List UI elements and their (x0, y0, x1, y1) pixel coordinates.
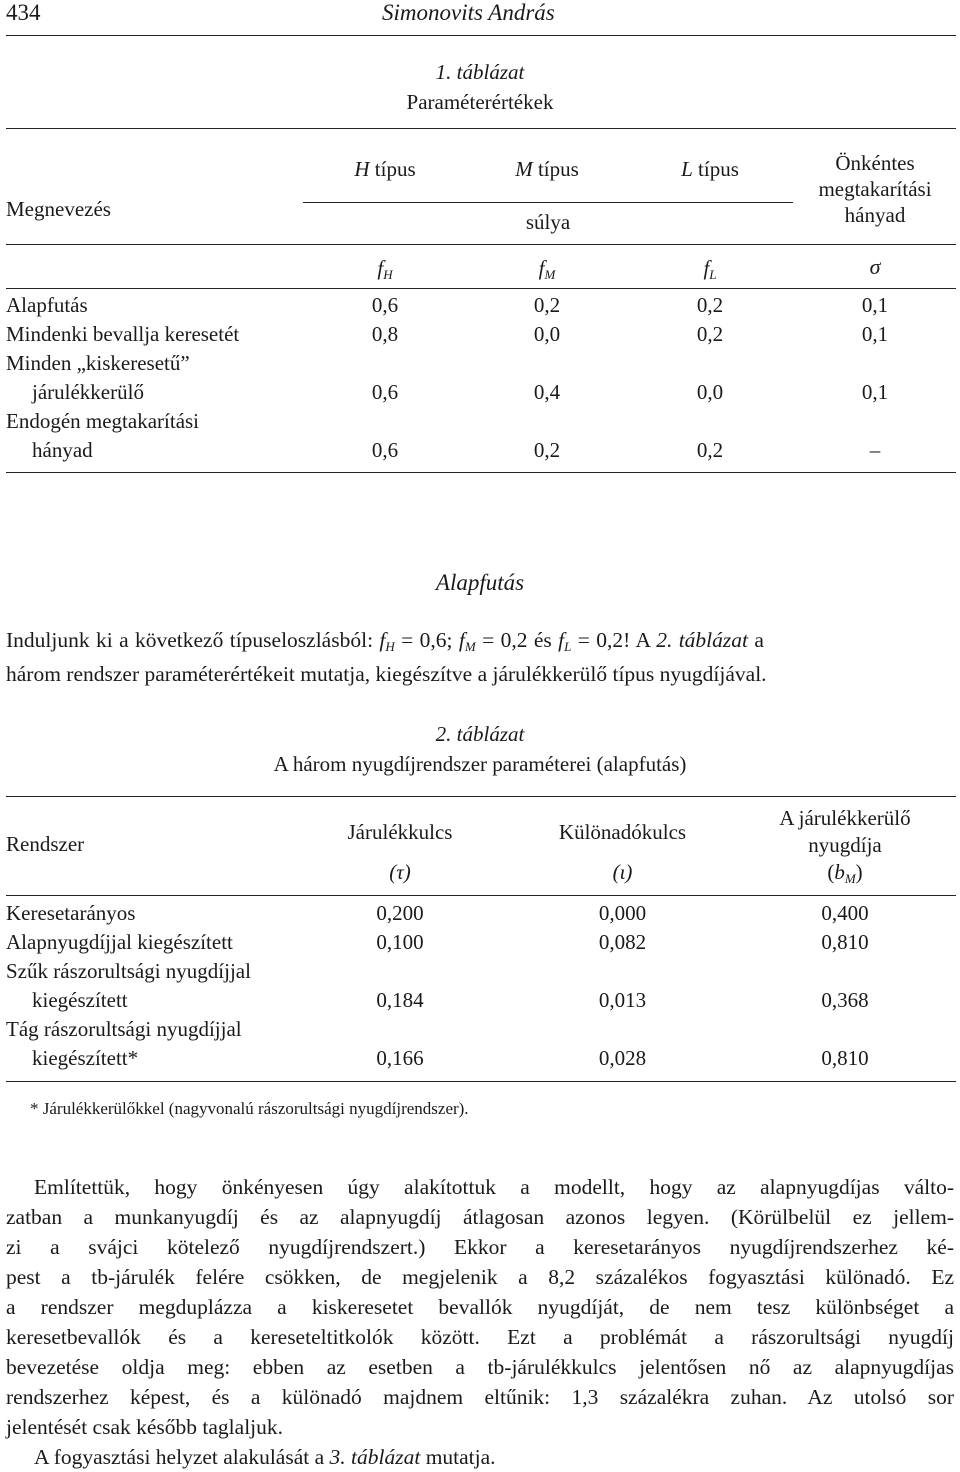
table1-title: Paraméterértékek (406, 90, 554, 114)
table2-header-rule (6, 895, 956, 896)
table1-cell-h: 0,8 (371, 322, 399, 346)
table2-col-iota: Különadókulcs (558, 820, 687, 844)
table1-col-m: M típus (515, 157, 579, 181)
table2-number: 2. táblázat (435, 722, 525, 746)
table1-col-h: H típus (354, 157, 416, 181)
table2-col-b-line2: nyugdíja (808, 833, 882, 857)
table2-col-b-line1: A járulékkerülő (779, 806, 911, 830)
table1-cell-m: 0,2 (533, 293, 561, 317)
table2-col-iota-symbol: (ι) (612, 860, 633, 884)
table2-cell-tau: 0,200 (376, 901, 424, 925)
paragraph-2-line: a rendszer megduplázza a kiskeresetet bevallók nyugdíját, de nem tesz különbséget a (6, 1295, 954, 1319)
table1-cell-sigma: 0,1 (861, 380, 889, 404)
paragraph-2-lines (6, 1172, 954, 1412)
paragraph-2-line: Említettük, hogy önkényesen úgy alakítottuk a modellt, hogy az alapnyugdíjas válto- (34, 1175, 954, 1199)
table1-row-name-cont: járulékkerülő (32, 380, 144, 404)
table1-row-name-cont: hányad (32, 438, 93, 462)
table1-row-name: Mindenki bevallja keresetét (6, 322, 240, 346)
table2-cell-b: 0,400 (821, 901, 869, 925)
table2-row-name: Keresetarányos (6, 901, 136, 925)
table1-col-sigma-line3: hányad (844, 203, 906, 227)
table1-bottom-rule (6, 472, 956, 473)
table1-cell-m: 0,0 (533, 322, 561, 346)
table1-cell-sigma: 0,1 (861, 293, 889, 317)
table1-cell-h: 0,6 (371, 293, 399, 317)
paragraph-2-line: bevezetése oldja meg: ebben az esetben a tb-járulékkulcs jelentősen nő az alapnyugdíjas (6, 1355, 954, 1379)
table2-cell-tau: 0,100 (376, 930, 424, 954)
table1-col-name: Megnevezés (6, 197, 111, 221)
table2-title: A három nyugdíjrendszer paraméterei (alapfutás) (273, 752, 687, 776)
table2-col-name: Rendszer (6, 832, 85, 856)
table1-col-sigma-line2: megtakarítási (818, 177, 932, 201)
table1-sym-h: $f_H$ (377, 256, 393, 282)
table1-sym-l: $f_L$ (703, 256, 717, 282)
table-reference: 2. táblázat (656, 628, 748, 652)
table1-number: 1. táblázat (435, 60, 525, 84)
paragraph-3: A fogyasztási helyzet alakulását a 3. táblázat mutatja. (34, 1445, 496, 1469)
paragraph-2 (6, 1172, 954, 1472)
paragraph-1-line1: Induljunk ki a következő típuseloszlásból: $f_H = 0,6$; $f_M = 0,2$ és $f_L = 0,2$! A 2. táblázat a (6, 628, 764, 654)
table2-col-tau-symbol: (τ) (389, 860, 411, 884)
paragraph-2-line: rendszerhez képest, és a különadó majdnem eltűnik: 1,3 százalékra zuhan. Az utolsó sor (6, 1385, 954, 1409)
table2-col-b-symbol: $(b_M)$ (827, 860, 863, 886)
table1-row-name: Minden „kiskeresetű” (6, 351, 190, 375)
table1-col-sigma-line1: Önkéntes (835, 151, 915, 175)
table1-sym-m: $f_M$ (538, 256, 556, 282)
table1-row-name: Alapfutás (6, 293, 88, 317)
table2-bottom-rule (6, 1081, 956, 1082)
table1-cell-sigma: 0,1 (861, 322, 889, 346)
table1-cell-m: 0,2 (533, 438, 561, 462)
paragraph-2-line: pest a tb-járulék felére csökken, de megjelenik a 8,2 százalékos fogyasztási különadó. Ez (6, 1265, 954, 1289)
table1-header-rule (6, 288, 956, 289)
table2-cell-iota: 0,028 (598, 1046, 647, 1070)
header-rule (6, 35, 956, 36)
table2-row-name: Alapnyugdíjjal kiegészített (6, 930, 233, 954)
table1-cell-l: 0,0 (696, 380, 724, 404)
paragraph-1-line2: három rendszer paraméterértékeit mutatja, kiegészítve a járulékkerülő típus nyugdíjával. (6, 662, 767, 686)
running-head-author: Simonovits András (382, 0, 555, 25)
page-number: 434 (6, 0, 41, 25)
paragraph-2-line: zatban a munkanyugdíj és az alapnyugdíj átlagosan azonos legyen. (Körülbelül ez jellem- (6, 1205, 954, 1229)
table1-cell-m: 0,4 (533, 380, 561, 404)
table1-row-name: Endogén megtakarítási (6, 409, 200, 433)
table2-cell-iota: 0,082 (598, 930, 647, 954)
table2-top-rule (6, 796, 956, 797)
table2-col-tau: Járulékkulcs (347, 820, 453, 844)
table1-top-rule (6, 128, 956, 129)
table2-row-name: Szűk rászorultsági nyugdíjjal (6, 959, 251, 983)
table2-cell-b: 0,368 (821, 988, 869, 1012)
table2-cell-iota: 0,000 (598, 901, 647, 925)
table2-row-name-cont: kiegészített (32, 988, 128, 1012)
table-reference: 3. táblázat (329, 1445, 421, 1469)
table2-cell-b: 0,810 (821, 930, 869, 954)
table1-cell-l: 0,2 (696, 438, 724, 462)
table1-weight-label: súlya (525, 210, 571, 234)
paragraph-2-line: zi a svájci kötelező nyugdíjrendszert.) Ekkor a keresetarányos nyugdíjrendszerhez ké- (6, 1235, 954, 1259)
table2-row-name-cont: kiegészített* (32, 1046, 139, 1070)
table1-cell-l: 0,2 (696, 322, 724, 346)
table1-cell-h: 0,6 (371, 380, 399, 404)
table1-cell-l: 0,2 (696, 293, 724, 317)
table2-cell-tau: 0,166 (376, 1046, 424, 1070)
table1-col-l: L típus (681, 157, 739, 181)
table2-row-name: Tág rászorultsági nyugdíjjal (6, 1017, 242, 1041)
table1-cell-h: 0,6 (371, 438, 399, 462)
table1-weight-rule (303, 202, 793, 203)
table2-cell-tau: 0,184 (376, 988, 424, 1012)
table1-sym-sigma: σ (869, 254, 881, 279)
table1-cell-sigma: – (869, 438, 881, 462)
table2-footnote: * Járulékkerülőkkel (nagyvonalú rászorultsági nyugdíjrendszer). (30, 1099, 469, 1118)
table1-col-sigma (800, 150, 950, 228)
paragraph-2-line: keresetbevallók és a kereseteltitkolók között. Ezt a problémát a rászorultsági nyugdíj (6, 1325, 954, 1349)
table2-cell-iota: 0,013 (598, 988, 647, 1012)
paragraph-2-last-line: jelentését csak később taglaljuk. (6, 1415, 284, 1439)
section-heading: Alapfutás (435, 570, 525, 595)
table2-cell-b: 0,810 (821, 1046, 869, 1070)
table1-mid-rule (6, 244, 956, 245)
